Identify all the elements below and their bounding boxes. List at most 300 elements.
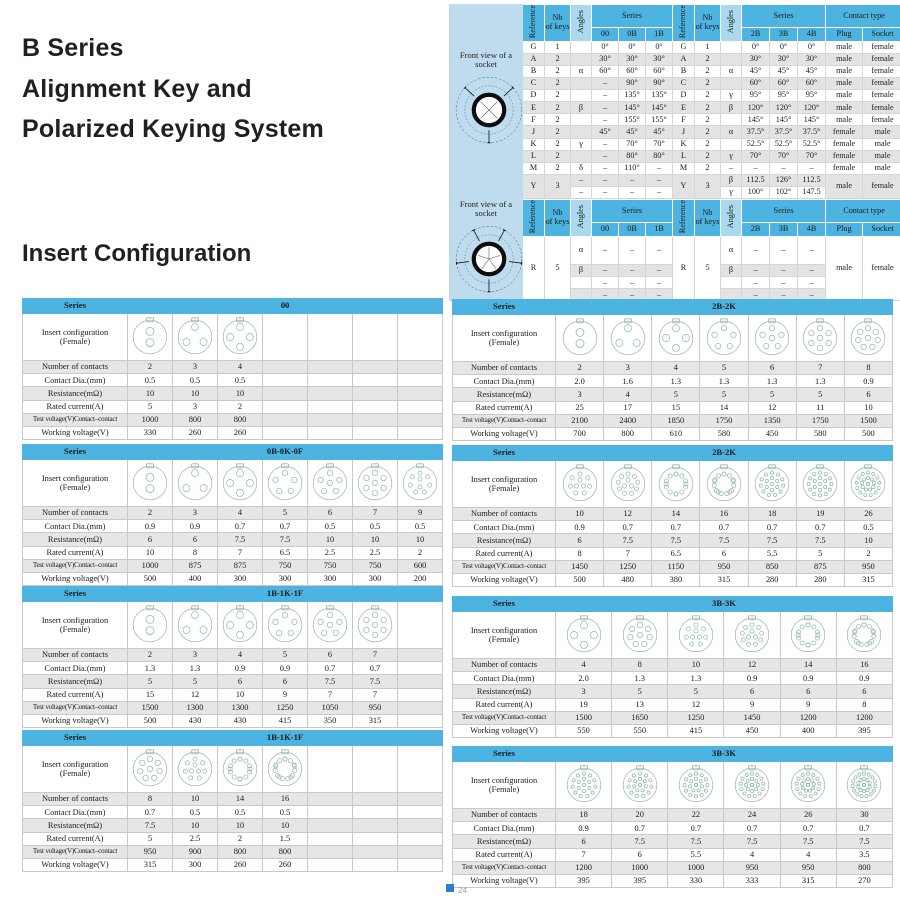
cell-test-voltage: 1000 bbox=[128, 559, 173, 572]
cell-rated-current: 10 bbox=[218, 688, 263, 701]
insert-configuration-icon bbox=[676, 764, 716, 806]
cell-rated-current: 12 bbox=[173, 688, 218, 701]
cell-angle-left bbox=[571, 90, 592, 102]
cell-nb-keys-2: 2 bbox=[695, 53, 721, 65]
socket-view-panel bbox=[450, 200, 523, 301]
cell-nb-keys-2: 1 bbox=[695, 41, 721, 53]
cell-test-voltage: 1050 bbox=[308, 701, 353, 714]
cell-test-voltage bbox=[398, 845, 443, 858]
cell-rated-current: 9 bbox=[724, 698, 780, 711]
cell-resistance bbox=[353, 387, 398, 400]
cell-test-voltage: 800 bbox=[836, 861, 892, 874]
row-label: Number of contacts bbox=[23, 649, 128, 662]
cell-series-left-value: 90° bbox=[646, 78, 673, 90]
cell-contact-dia: 0.7 bbox=[263, 520, 308, 533]
cell-angle-right: α bbox=[721, 126, 742, 138]
insert-configuration-icon bbox=[656, 463, 696, 505]
cell-angle-right: β bbox=[721, 265, 742, 277]
insert-configuration-icon bbox=[220, 462, 260, 504]
alignment-key-table-1 bbox=[449, 4, 896, 199]
insert-config-row bbox=[23, 460, 443, 507]
cell-rated-current: 10 bbox=[128, 546, 173, 559]
series-value: 2B-2K bbox=[556, 300, 893, 315]
cell-nb-keys-2: 5 bbox=[695, 236, 721, 301]
series-value: 3B-3K bbox=[556, 747, 893, 762]
cell-nb-keys: 1 bbox=[545, 41, 571, 53]
cell-reference-2: G bbox=[673, 41, 695, 53]
row-label: Test voltage(V)Contact–contact bbox=[453, 861, 556, 874]
cell-reference-2: C bbox=[673, 78, 695, 90]
cell-contact-dia: 0.9 bbox=[556, 521, 604, 534]
cell-working-voltage bbox=[263, 426, 308, 439]
cell-nb-keys-2: 2 bbox=[695, 126, 721, 138]
cell-working-voltage: 270 bbox=[836, 874, 892, 887]
cell-contacts: 26 bbox=[844, 508, 892, 521]
cell-reference: C bbox=[523, 78, 545, 90]
cell-rated-current bbox=[308, 832, 353, 845]
table-row bbox=[23, 649, 443, 662]
insert-config-table bbox=[22, 444, 443, 586]
row-label: Number of contacts bbox=[453, 508, 556, 521]
cell-contacts: 5 bbox=[263, 507, 308, 520]
series-label: Series bbox=[23, 299, 128, 314]
insert-config-table bbox=[452, 445, 893, 587]
row-label: Working voltage(V) bbox=[453, 874, 556, 887]
cell-test-voltage: 1250 bbox=[604, 560, 652, 573]
cell-resistance bbox=[398, 387, 443, 400]
insert-config-glyph-cell bbox=[173, 602, 218, 649]
cell-working-voltage: 400 bbox=[780, 724, 836, 737]
cell-rated-current: 2.5 bbox=[353, 546, 398, 559]
cell-contact-dia bbox=[263, 374, 308, 387]
cell-angle-right bbox=[721, 53, 742, 65]
table-row bbox=[453, 809, 893, 822]
cell-angle-left: β bbox=[571, 265, 592, 277]
row-label: Resistance(mΩ) bbox=[23, 387, 128, 400]
cell-contacts: 10 bbox=[668, 659, 724, 672]
cell-angle-right: γ bbox=[721, 186, 742, 198]
cell-contacts: 22 bbox=[668, 809, 724, 822]
table-row bbox=[23, 533, 443, 546]
insert-config-glyph-cell bbox=[748, 315, 796, 362]
insert-config-table-1b-1k-1f bbox=[22, 586, 442, 728]
series-label: Series bbox=[23, 587, 128, 602]
row-label: Number of contacts bbox=[453, 659, 556, 672]
cell-series-left-value: – bbox=[592, 150, 619, 162]
cell-rated-current: 10 bbox=[844, 401, 892, 414]
insert-config-glyph-cell bbox=[353, 314, 398, 361]
insert-config-glyph-cell bbox=[263, 460, 308, 507]
cell-contacts: 24 bbox=[724, 809, 780, 822]
col-header-nb-of-keys: Nb of keys bbox=[545, 5, 571, 42]
cell-working-voltage: 315 bbox=[844, 573, 892, 586]
cell-series-right-value: 30° bbox=[770, 53, 798, 65]
insert-configuration-icon bbox=[220, 316, 260, 358]
cell-resistance: 6 bbox=[556, 534, 604, 547]
series-right-3B: 3B bbox=[770, 222, 798, 236]
insert-config-glyph-cell bbox=[398, 314, 443, 361]
cell-series-right-value: 45° bbox=[798, 65, 826, 77]
cell-rated-current: 6.5 bbox=[652, 547, 700, 560]
socket-view-caption: Front view of a socket bbox=[459, 199, 513, 218]
cell-contacts: 12 bbox=[724, 659, 780, 672]
table-row bbox=[23, 688, 443, 701]
cell-nb-keys: 2 bbox=[545, 102, 571, 114]
cell-series-left-value: 80° bbox=[646, 150, 673, 162]
cell-nb-keys: 5 bbox=[545, 236, 571, 301]
cell-series-left-value: – bbox=[592, 277, 619, 289]
insert-configuration-icon bbox=[800, 317, 840, 359]
cell-test-voltage: 1150 bbox=[652, 560, 700, 573]
cell-contacts: 2 bbox=[556, 362, 604, 375]
insert-config-label: Insert configuration (Female) bbox=[453, 315, 556, 362]
series-value: 3B-3K bbox=[556, 597, 893, 612]
series-header-row bbox=[453, 446, 893, 461]
cell-rated-current: 5 bbox=[128, 400, 173, 413]
cell-series-left-value: – bbox=[592, 102, 619, 114]
insert-config-glyph-cell bbox=[796, 461, 844, 508]
insert-configuration-icon bbox=[220, 604, 260, 646]
cell-working-voltage bbox=[308, 426, 353, 439]
insert-config-row bbox=[453, 762, 893, 809]
row-label: Number of contacts bbox=[23, 507, 128, 520]
cell-test-voltage: 1000 bbox=[128, 413, 173, 426]
cell-series-right-value: 112.5 bbox=[798, 174, 826, 186]
cell-series-right-value: 0° bbox=[798, 41, 826, 53]
cell-resistance: 10 bbox=[173, 387, 218, 400]
cell-contacts: 4 bbox=[218, 361, 263, 374]
table-row bbox=[453, 848, 893, 861]
cell-series-right-value: – bbox=[770, 162, 798, 174]
cell-working-voltage: 280 bbox=[748, 573, 796, 586]
cell-resistance: 3 bbox=[556, 685, 612, 698]
insert-configuration-icon bbox=[732, 764, 772, 806]
col-header-reference: Reference bbox=[523, 200, 545, 237]
cell-rated-current: 2 bbox=[218, 832, 263, 845]
cell-working-voltage: 350 bbox=[308, 714, 353, 727]
cell-socket-type: female bbox=[863, 41, 900, 53]
cell-series-left-value: – bbox=[592, 265, 619, 277]
insert-config-glyph-cell bbox=[724, 612, 780, 659]
cell-resistance: 6 bbox=[836, 685, 892, 698]
cell-contacts bbox=[353, 361, 398, 374]
cell-working-voltage: 330 bbox=[668, 874, 724, 887]
cell-series-left-value: – bbox=[619, 236, 646, 264]
cell-rated-current: 2 bbox=[398, 546, 443, 559]
cell-series-right-value: – bbox=[798, 265, 826, 277]
cell-plug-type: male bbox=[826, 41, 863, 53]
cell-test-voltage: 1500 bbox=[556, 711, 612, 724]
table-row bbox=[23, 572, 443, 585]
table-row bbox=[453, 388, 893, 401]
row-label: Rated current(A) bbox=[23, 546, 128, 559]
cell-test-voltage: 950 bbox=[724, 861, 780, 874]
cell-nb-keys: 2 bbox=[545, 162, 571, 174]
table-row bbox=[23, 387, 443, 400]
cell-contact-dia bbox=[398, 662, 443, 675]
insert-configuration-icon bbox=[130, 316, 170, 358]
insert-configuration-icon bbox=[788, 764, 828, 806]
col-header-series-right: Series bbox=[742, 200, 826, 223]
series-right-3B: 3B bbox=[770, 27, 798, 41]
cell-working-voltage: 400 bbox=[173, 572, 218, 585]
cell-series-right-value: 120° bbox=[798, 102, 826, 114]
cell-contacts: 2 bbox=[128, 507, 173, 520]
cell-nb-keys: 2 bbox=[545, 114, 571, 126]
insert-config-label: Insert configuration (Female) bbox=[23, 602, 128, 649]
table-row bbox=[23, 675, 443, 688]
cell-nb-keys-2: 2 bbox=[695, 102, 721, 114]
cell-reference: F bbox=[523, 114, 545, 126]
series-label: Series bbox=[453, 597, 556, 612]
cell-resistance: 7.5 bbox=[128, 819, 173, 832]
cell-contacts bbox=[398, 361, 443, 374]
row-label: Test voltage(V)Contact–contact bbox=[23, 701, 128, 714]
cell-contacts: 14 bbox=[780, 659, 836, 672]
cell-contact-dia: 0.9 bbox=[173, 520, 218, 533]
series-right-2B: 2B bbox=[742, 27, 770, 41]
series-header-row bbox=[23, 731, 443, 746]
cell-series-right-value: 52.5° bbox=[798, 138, 826, 150]
cell-resistance: 5 bbox=[668, 685, 724, 698]
cell-resistance: 10 bbox=[263, 819, 308, 832]
col-header-contact-type: Contact type bbox=[826, 5, 900, 28]
cell-contacts: 7 bbox=[353, 649, 398, 662]
cell-test-voltage: 1650 bbox=[612, 711, 668, 724]
cell-rated-current: 7 bbox=[218, 546, 263, 559]
cell-rated-current: 5.5 bbox=[748, 547, 796, 560]
cell-contacts: 16 bbox=[700, 508, 748, 521]
series-right-4B: 4B bbox=[798, 222, 826, 236]
cell-series-left-value: – bbox=[619, 186, 646, 198]
cell-series-right-value: – bbox=[770, 265, 798, 277]
cell-reference: R bbox=[523, 236, 545, 301]
cell-contacts: 2 bbox=[128, 649, 173, 662]
series-header-row bbox=[453, 300, 893, 315]
cell-series-left-value: 90° bbox=[619, 78, 646, 90]
cell-angle-left bbox=[571, 114, 592, 126]
cell-contact-dia bbox=[308, 806, 353, 819]
insert-config-glyph-cell bbox=[844, 315, 892, 362]
cell-working-voltage bbox=[398, 714, 443, 727]
cell-series-right-value: 52.5° bbox=[742, 138, 770, 150]
cell-angle-left: – bbox=[571, 174, 592, 186]
cell-resistance: 6 bbox=[263, 675, 308, 688]
cell-contact-dia: 0.7 bbox=[604, 521, 652, 534]
cell-rated-current: 2 bbox=[844, 547, 892, 560]
cell-rated-current bbox=[398, 400, 443, 413]
table-row bbox=[453, 698, 893, 711]
cell-rated-current: 1.5 bbox=[263, 832, 308, 845]
insert-configuration-icon bbox=[848, 317, 888, 359]
cell-test-voltage: 600 bbox=[398, 559, 443, 572]
insert-configuration-icon bbox=[560, 463, 600, 505]
row-label: Contact Dia.(mm) bbox=[453, 521, 556, 534]
cell-rated-current: 5 bbox=[796, 547, 844, 560]
cell-contacts: 30 bbox=[836, 809, 892, 822]
cell-test-voltage: 800 bbox=[218, 845, 263, 858]
cell-contact-dia: 0.7 bbox=[612, 822, 668, 835]
cell-contact-dia: 0.5 bbox=[128, 374, 173, 387]
insert-configuration-icon bbox=[265, 462, 305, 504]
cell-resistance bbox=[398, 819, 443, 832]
cell-series-left-value: – bbox=[592, 174, 619, 186]
cell-contact-dia: 0.5 bbox=[218, 374, 263, 387]
cell-contact-dia: 1.3 bbox=[668, 672, 724, 685]
insert-config-table bbox=[452, 746, 893, 888]
cell-series-left-value: – bbox=[619, 277, 646, 289]
series-left-0B: 0B bbox=[619, 27, 646, 41]
cell-contacts: 6 bbox=[748, 362, 796, 375]
cell-contact-dia: 1.3 bbox=[652, 375, 700, 388]
cell-series-left-value: – bbox=[592, 138, 619, 150]
cell-contact-dia bbox=[353, 806, 398, 819]
cell-plug-type: female bbox=[826, 138, 863, 150]
cell-test-voltage bbox=[398, 413, 443, 426]
cell-working-voltage: 500 bbox=[556, 573, 604, 586]
table-row bbox=[23, 546, 443, 559]
insert-config-glyph-cell bbox=[173, 746, 218, 793]
insert-config-glyph-cell bbox=[748, 461, 796, 508]
cell-series-right-value: – bbox=[742, 289, 770, 301]
col-header-angles-2: Angles bbox=[721, 5, 742, 42]
insert-config-glyph-cell bbox=[652, 315, 700, 362]
insert-config-table bbox=[452, 299, 893, 441]
cell-series-right-value: – bbox=[798, 277, 826, 289]
cell-rated-current: 12 bbox=[748, 401, 796, 414]
cell-plug-type: male bbox=[826, 102, 863, 114]
table-row bbox=[453, 861, 893, 874]
insert-configuration-icon bbox=[130, 748, 170, 790]
insert-config-glyph-cell bbox=[218, 314, 263, 361]
cell-resistance: 7.5 bbox=[612, 835, 668, 848]
insert-config-table-00 bbox=[22, 298, 442, 440]
cell-resistance: 7.5 bbox=[263, 533, 308, 546]
cell-working-voltage: 500 bbox=[844, 427, 892, 440]
socket-view-panel bbox=[450, 5, 523, 199]
cell-contacts: 7 bbox=[353, 507, 398, 520]
cell-contact-dia: 0.5 bbox=[398, 520, 443, 533]
cell-working-voltage: 260 bbox=[218, 426, 263, 439]
insert-config-glyph-cell bbox=[796, 315, 844, 362]
row-label: Rated current(A) bbox=[23, 832, 128, 845]
cell-nb-keys-2: 3 bbox=[695, 174, 721, 198]
insert-config-glyph-cell bbox=[652, 461, 700, 508]
cell-test-voltage: 850 bbox=[748, 560, 796, 573]
cell-test-voltage: 750 bbox=[263, 559, 308, 572]
insert-config-table-2b-2k bbox=[452, 299, 892, 441]
cell-contact-dia: 0.5 bbox=[218, 806, 263, 819]
cell-reference-2: F bbox=[673, 114, 695, 126]
cell-reference-2: A bbox=[673, 53, 695, 65]
cell-contact-dia: 0.9 bbox=[836, 672, 892, 685]
cell-plug-type: male bbox=[826, 90, 863, 102]
cell-angle-left bbox=[571, 78, 592, 90]
insert-config-glyph-cell bbox=[700, 315, 748, 362]
cell-working-voltage: 430 bbox=[218, 714, 263, 727]
insert-config-glyph-cell bbox=[556, 612, 612, 659]
cell-rated-current: 6 bbox=[700, 547, 748, 560]
cell-resistance: 6 bbox=[218, 675, 263, 688]
page-title-line-3: Polarized Keying System bbox=[22, 115, 324, 143]
cell-series-right-value: 45° bbox=[770, 65, 798, 77]
cell-socket-type: female bbox=[863, 90, 900, 102]
cell-plug-type: male bbox=[826, 236, 863, 301]
cell-rated-current: 25 bbox=[556, 401, 604, 414]
insert-configuration-icon bbox=[175, 604, 215, 646]
cell-test-voltage: 950 bbox=[780, 861, 836, 874]
section-title-insert-configuration: Insert Configuration bbox=[22, 240, 252, 267]
cell-rated-current: 4 bbox=[780, 848, 836, 861]
row-label: Rated current(A) bbox=[453, 698, 556, 711]
col-header-reference-2: Reference bbox=[673, 200, 695, 237]
cell-rated-current: 5 bbox=[128, 832, 173, 845]
cell-reference-2: Y bbox=[673, 174, 695, 198]
footer-marker-icon bbox=[446, 884, 454, 892]
cell-socket-type: female bbox=[863, 174, 900, 198]
cell-reference: K bbox=[523, 138, 545, 150]
insert-config-label: Insert configuration (Female) bbox=[23, 314, 128, 361]
cell-rated-current bbox=[398, 688, 443, 701]
cell-rated-current: 15 bbox=[128, 688, 173, 701]
insert-configuration-icon bbox=[175, 462, 215, 504]
cell-contact-dia: 0.7 bbox=[700, 521, 748, 534]
row-label: Working voltage(V) bbox=[453, 573, 556, 586]
cell-series-left-value: – bbox=[646, 265, 673, 277]
cell-resistance: 10 bbox=[353, 533, 398, 546]
table-row bbox=[453, 414, 893, 427]
cell-rated-current: 6 bbox=[612, 848, 668, 861]
cell-rated-current: 2.5 bbox=[308, 546, 353, 559]
insert-config-label: Insert configuration (Female) bbox=[453, 612, 556, 659]
cell-contacts: 9 bbox=[398, 507, 443, 520]
cell-working-voltage: 315 bbox=[700, 573, 748, 586]
cell-series-left-value: – bbox=[646, 162, 673, 174]
cell-series-right-value: – bbox=[798, 289, 826, 301]
cell-contacts: 18 bbox=[748, 508, 796, 521]
cell-resistance bbox=[308, 387, 353, 400]
cell-test-voltage: 1250 bbox=[263, 701, 308, 714]
insert-config-table bbox=[22, 298, 443, 440]
cell-working-voltage: 450 bbox=[748, 427, 796, 440]
cell-series-right-value: 30° bbox=[798, 53, 826, 65]
table-row bbox=[453, 822, 893, 835]
cell-resistance: 6 bbox=[780, 685, 836, 698]
insert-configuration-icon bbox=[732, 614, 772, 656]
table-row bbox=[23, 793, 443, 806]
cell-rated-current: 11 bbox=[796, 401, 844, 414]
table-row bbox=[453, 534, 893, 547]
cell-test-voltage: 750 bbox=[353, 559, 398, 572]
cell-angle-right bbox=[721, 78, 742, 90]
table-row bbox=[23, 374, 443, 387]
cell-nb-keys: 2 bbox=[545, 78, 571, 90]
cell-series-left-value: – bbox=[646, 277, 673, 289]
cell-series-left-value: – bbox=[619, 265, 646, 277]
insert-configuration-icon bbox=[676, 614, 716, 656]
insert-configuration-icon bbox=[265, 748, 305, 790]
cell-resistance: 7.5 bbox=[796, 534, 844, 547]
insert-config-row bbox=[453, 315, 893, 362]
table-row bbox=[453, 521, 893, 534]
cell-series-right-value: 37.5° bbox=[742, 126, 770, 138]
insert-config-table bbox=[22, 586, 443, 728]
cell-rated-current: 3.5 bbox=[836, 848, 892, 861]
cell-resistance: 7.5 bbox=[604, 534, 652, 547]
cell-rated-current: 17 bbox=[604, 401, 652, 414]
cell-series-left-value: 155° bbox=[619, 114, 646, 126]
cell-working-voltage: 610 bbox=[652, 427, 700, 440]
